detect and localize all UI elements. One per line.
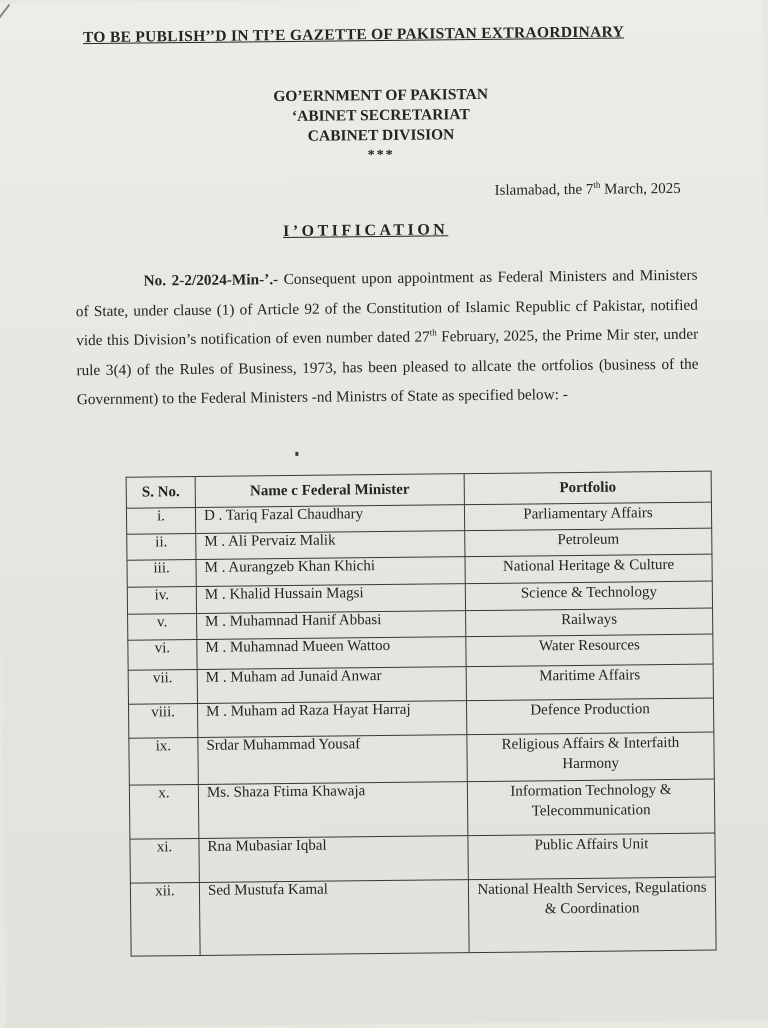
row-sno: vi.	[128, 639, 197, 670]
row-portfolio: Petroleum	[465, 528, 712, 557]
row-name: Ms. Shaza Ftima Khawaja	[198, 782, 468, 839]
header-portfolio: Portfolio	[464, 471, 711, 505]
notification-body	[75, 261, 699, 415]
row-portfolio: National Heritage & Culture	[465, 554, 712, 584]
date-prefix: Islamabad, the 7	[494, 181, 594, 199]
row-sno: viii.	[128, 703, 197, 738]
row-name: Sed Mustufa Kamal	[199, 880, 469, 956]
date-suffix: March, 2025	[600, 180, 681, 198]
row-sno: xii.	[130, 882, 200, 956]
table-row	[130, 833, 715, 883]
row-sno: v.	[128, 613, 197, 640]
separator-stars: ***	[367, 147, 395, 164]
row-portfolio: Maritime Affairs	[466, 664, 713, 701]
row-portfolio: Science & Technology	[465, 581, 712, 611]
row-sno: ii.	[127, 533, 196, 560]
row-name: Rna Mubasiar Iqbal	[199, 836, 468, 883]
row-name: M . Muham ad Junaid Anwar	[197, 667, 466, 704]
row-name: M . Muhamnad Mueen Wattoo	[197, 637, 466, 670]
row-sno: xi.	[130, 838, 199, 883]
row-name: M . Khalid Hussain Magsi	[196, 584, 465, 614]
row-portfolio: Public Affairs Unit	[468, 833, 715, 880]
reference-number: No. 2-2/2024-Min-’.-	[143, 271, 279, 290]
row-portfolio: Defence Production	[466, 698, 713, 735]
row-name: M . Muhamnad Hanif Abbasi	[197, 611, 466, 640]
row-portfolio: Water Resources	[466, 634, 713, 667]
row-portfolio: Railways	[466, 608, 713, 637]
row-name: M . Ali Pervaiz Malik	[196, 531, 465, 560]
stray-mark	[295, 452, 298, 456]
body-part-2: February, 2025, the Prime Mir ster, under rule 3(4) of the Rules of Business, 1973, has been pleased to allcate the ortfolios (business of the Government) to the Federal Ministers ‐nd Ministrs of State as specified below: -	[76, 325, 699, 409]
row-portfolio: Religious Affairs & Interfaith Harmony	[467, 732, 714, 782]
pen-mark	[0, 4, 10, 40]
secretariat-line: ‘ABINET SECRETARIAT	[291, 106, 470, 125]
issuing-authority	[236, 84, 527, 167]
header-sno: S. No.	[126, 476, 195, 508]
table-row	[129, 779, 715, 839]
row-sno: ix.	[129, 737, 198, 785]
body-part-1: Consequent upon appointment as Federal Ministers and Ministers of State, under clause (1) of Article 92 of the Constitution of Islamic Republic cf Pakistar, notified vide this Division’s notification of even number dated 27	[75, 266, 698, 350]
notification-title: I’OTIFICATION	[282, 221, 449, 241]
row-portfolio: Information Technology & Telecommunication	[467, 779, 715, 836]
table-row	[129, 732, 714, 785]
gazette-instruction: TO BE PUBLISH’’D IN TI’E GAZETTE OF PAKISTAN EXTRAORDINARY	[82, 23, 625, 47]
government-line: GO’ERNMENT OF PAKISTAN	[273, 85, 489, 106]
table-row	[130, 877, 716, 956]
ministers-table	[126, 471, 717, 957]
row-portfolio: Parliamentary Affairs	[464, 502, 711, 531]
row-sno: i.	[126, 507, 195, 534]
row-sno: iv.	[127, 586, 196, 614]
row-name: D . Tariq Fazal Chaudhary	[195, 505, 464, 534]
body-ordinal: th	[429, 327, 437, 338]
header-name: Name c Federal Minister	[195, 474, 464, 508]
row-sno: vii.	[128, 669, 197, 704]
row-name: M . Aurangzeb Khan Khichi	[196, 557, 465, 587]
row-portfolio: National Health Services, Regulations & Coordination	[468, 877, 716, 953]
row-name: Srdar Muhammad Yousaf	[198, 735, 467, 785]
date-ordinal: th	[593, 179, 601, 190]
division-line: CABINET DIVISION	[307, 126, 455, 145]
row-name: M . Muham ad Raza Hayat Harraj	[197, 701, 466, 738]
row-sno: iii.	[127, 559, 196, 587]
date-line	[495, 179, 681, 200]
row-sno: x.	[129, 784, 199, 839]
